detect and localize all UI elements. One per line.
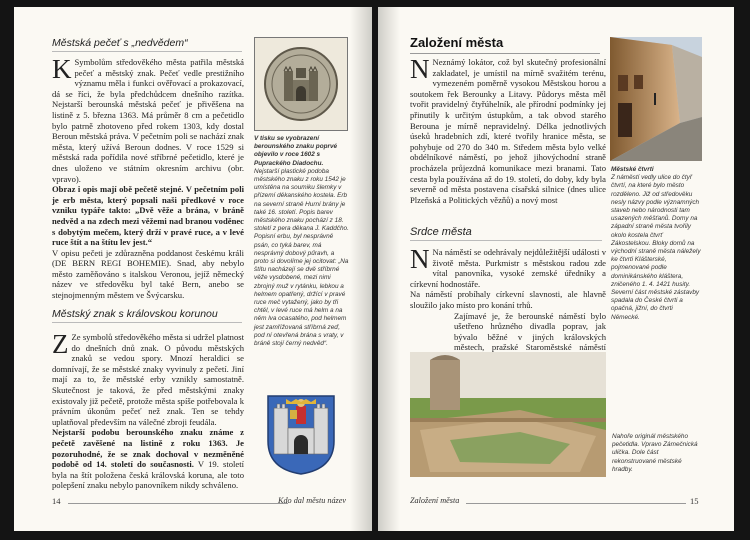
seal-paragraph-1: Symbolům středověkého města patřila městská pečeť a městský znak. Pečeť vedle prestižního významu měla i funkci ověřovací a prokazovací, dá se říci, že byla předchůdcem dnešního razítka. Nejstarší berounská městská pečeť je přivěšena na listině z 5. března 1363. Má průměr 8 cm a pečetidlo bylo patrně zhotoveno před rokem 1303, kdy dostal Beroun městská práva. V pečetním poli se nachází znak města, který užívá Beroun dodnes. V roce 1529 si městská rada pořídila nové stříbrné pečetidlo, které je dnes uloženo ve státním okresním archivu (obr. vpravo). bbox=[52, 57, 244, 184]
seal-paragraph-2: Obraz i opis mají obě pečetě stejné. V pečetním poli je erb města, který popsali naši předkové v roce vzniku typáře takto: „Dvě věže a brána, v bráně nedvěd a na zdech mezi věžemi nad branou voděnec s dobytým mečem, který drží v pravé ruce, a v levé ruce štít a na štítu lev jest.“ bbox=[52, 184, 244, 248]
coat-of-arms-image bbox=[266, 394, 336, 476]
footer-title-right: Založení města bbox=[410, 496, 460, 505]
photo2-caption-body: Nahoře originál městského pečetidla. Vpravo Zámečnická ulička. Dole část rekonstruované městské hradby. bbox=[612, 433, 698, 473]
drop-cap: K bbox=[52, 54, 72, 84]
photo1-caption-body: Z náměstí vedly ulice do čtyř čtvrtí, na které bylo město rozděleno. Již od středověku nesly názvy podle významných staveb nebo národnosti tam usazených měšťanů. Domy na západní straně města tvořily okolo kostela čtvrť Zákostelskou. Bloky domů na východní straně města náležely ke čtvrti Klášterské, pojmenované podle dominikánského kláštera, zničeného 1. 4. 1421 husity. Severní část městské zástavby spadala do České čtvrti a opačná, jižní, do čtvrti Německé. bbox=[611, 174, 701, 321]
photo2-caption bbox=[612, 433, 704, 474]
seal-caption-body: Nejstarší plastické podoba městského znaku z roku 1542 je umístěna na soumiku šlemky v přízemí děkanského kostela. Erb na severní straně Hurní brány je také 16. století. Popis barev městského znaku pochází z 18. století z pera děkana J. Kaddčho. Popisní erbu, byl nesprávně psán, co tyká barev, má nesprávný dobový pűravh, a proto si dovolíme jej ocitovat: „Na štítu nacházejí se dvě stříbrné věže vysdobené, mezi nimi zbrojný muž v rytánku, lebkou a helmem opatřený, držící v pravé ruce meč vytažený, jako by tři chtěl, v levé ruce má helm a na něm lva ocasatého, pod helmem jest zamřížovaná stříbrná zeď, pod ní otevřená brána s vraty, v bráně stojí černý nedvěd“. bbox=[254, 167, 349, 348]
right-page bbox=[378, 7, 734, 531]
founding-text bbox=[410, 54, 606, 205]
drop-cap: Z bbox=[52, 329, 69, 359]
heading-heart: Srdce města bbox=[410, 226, 602, 241]
heart-paragraph-2: Na náměstí probíhaly církevní slavnosti, ale hlavně sloužilo jako místo pro konání trhů. bbox=[410, 289, 606, 310]
footer-rule bbox=[466, 503, 686, 504]
heart-paragraph-3: Zajímavé je, že berounské náměstí bylo ušetřeno hrůzného divadla poprav, jak bývalo běžné v jiných královských městech, pražské Staroměstské náměstí bbox=[454, 310, 606, 353]
photo1-caption-title: Městské čtvrti bbox=[611, 166, 654, 173]
wall-photo bbox=[410, 352, 606, 477]
page-number-left: 14 bbox=[52, 496, 61, 506]
page-number-right: 15 bbox=[690, 496, 699, 506]
drop-cap: N bbox=[410, 244, 430, 274]
street-photo-image bbox=[610, 37, 702, 161]
seal-caption-title: V tisku se vyobrazení berounského znaku poprvé objevilo v roce 1602 s Puprackého Diadochu. bbox=[254, 135, 338, 167]
seal-icon bbox=[255, 38, 347, 130]
binding-shadow bbox=[378, 7, 400, 531]
wall-photo-image bbox=[410, 352, 606, 477]
heading-seal: Městská pečeť s „nedvědem“ bbox=[52, 37, 242, 52]
coat-paragraph-2: Nejstarší podobu berounského znaku známe z pečetě zavěšené na listině z roku 1363. Je pozoruhodné, že se znak dochoval v nezměněné podobě od 14. století do současnosti. bbox=[52, 427, 244, 470]
footer-title-left: Kdo dal městu název bbox=[278, 496, 346, 505]
coat-of-arms-icon bbox=[266, 394, 336, 476]
left-page bbox=[14, 7, 372, 531]
binding-shadow bbox=[350, 7, 372, 531]
coat-paragraph-1: Ze symbolů středověkého města si udržel platnost do dnešních dnů znak. O původu městských znaků se vedou spory. Mnozí heraldici se domnívají, že se městské znaky vyvinuly z pečetí. Jiní mají za to, že městské erby vznikly samostatně. Skutečnost je taková, že před městskými znaky existovaly již pečetě, protože města spíše potřebovala k právním úkonům pečeť než znak. Ten se tehdy uplatňoval především na válečné zbroji feudála. bbox=[52, 332, 244, 427]
seal-caption bbox=[254, 135, 349, 348]
founding-paragraph-1: Neznámý lokátor, což byl skutečný profesionální zakladatel, je umístil na mírně svažitém terénu, vymezeném poměrně vysokou Městskou horou a soutokem řek Berounky a Litavy. Půdorys města měl tvořit pravidelný čtyřúhelník, ale přírodní podmínky jej přinutily k určitým ústupkům, a tak obvod starého Berouna je mírně nepravidelný. Délka jednotlivých úseků hradebních zdí, které tvořily hranice města, se pohybuje od 270 do 340 m. Středem města bylo velké obdélníkové náměstí, po jehož jihovýchodní straně procházela průjezdná komunikace mezi branami. Tato cesta byla používána až do 19. století, do doby, kdy byla severně od města postavena císařská silnice (dnes ulice Plzeňská a Politických vězňů) a nový most bbox=[410, 57, 606, 205]
heading-founding: Založení města bbox=[410, 35, 600, 54]
heart-paragraph-1: Na náměstí se odehrávaly nejdůležitější události v životě města. Purkmistr s městskou radou zde vítal panovníka, vysoké zemské úředníky a církevní hodnostáře. bbox=[410, 247, 606, 289]
seal-text bbox=[52, 54, 244, 301]
street-photo bbox=[610, 37, 702, 161]
footer-rule bbox=[68, 503, 288, 504]
photo1-caption bbox=[611, 166, 703, 322]
heading-coat: Městský znak s královskou korunou bbox=[52, 308, 242, 323]
coat-paragraph-3: V 19. století byla na štít položena česká královská koruna, ale toto polepšení znaku nebylo panovníkem nikdy schváleno. bbox=[52, 459, 244, 491]
coat-text bbox=[52, 329, 244, 491]
seal-image bbox=[254, 37, 348, 131]
drop-cap: N bbox=[410, 54, 430, 84]
seal-paragraph-3: V opisu pečeti je zdůrazněna poddanost českému králi (DE BERN REGI BOHEMIE). Snad, aby nebylo město zaměňováno s italskou Veronou, jejíž německý název ve středověku byl také Bern, anebo se stejnojmenným městem ve Švýcarsku. bbox=[52, 247, 244, 301]
